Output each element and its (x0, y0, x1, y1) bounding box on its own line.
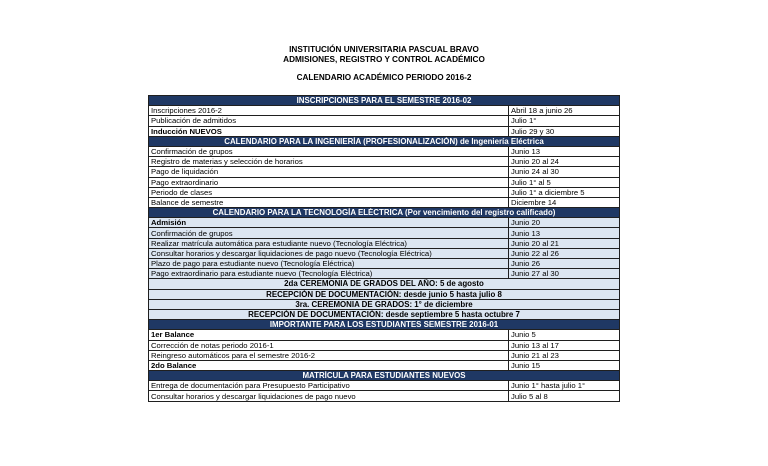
activity-date: Julio 1° al 5 (509, 177, 620, 187)
table-row (149, 330, 620, 340)
section-header: IMPORTANTE PARA LOS ESTUDIANTES SEMESTRE 2016-01 (149, 320, 620, 330)
activity-label: Consultar horarios y descargar liquidaciones de pago nuevo (Tecnología Eléctrica) (149, 248, 509, 258)
table-row (149, 381, 620, 391)
activity-label: Pago de liquidación (149, 167, 509, 177)
activity-label: Periodo de clases (149, 187, 509, 197)
activity-date: Junio 21 al 23 (509, 350, 620, 360)
activity-label: Plazo de pago para estudiante nuevo (Tecnología Eléctrica) (149, 259, 509, 269)
activity-date: Junio 27 al 30 (509, 269, 620, 279)
section-header: INSCRIPCIONES PARA EL SEMESTRE 2016-02 (149, 96, 620, 106)
table-row (149, 187, 620, 197)
table-row (149, 146, 620, 156)
activity-date: Julio 5 al 8 (509, 391, 620, 401)
activity-label: 2do Balance (149, 360, 509, 370)
activity-label: Pago extraordinario para estudiante nuevo (Tecnología Eléctrica) (149, 269, 509, 279)
activity-date: Abril 18 a junio 26 (509, 106, 620, 116)
activity-date: Junio 26 (509, 259, 620, 269)
activity-date: Diciembre 14 (509, 197, 620, 207)
note-row (149, 299, 620, 309)
activity-date: Junio 13 (509, 146, 620, 156)
activity-label: Registro de materias y selección de horarios (149, 157, 509, 167)
activity-label: Entrega de documentación para Presupuesto Participativo (149, 381, 509, 391)
department-name: ADMISIONES, REGISTRO Y CONTROL ACADÉMICO (283, 55, 485, 64)
note-row (149, 279, 620, 289)
table-row (149, 106, 620, 116)
activity-date: Julio 1° (509, 116, 620, 126)
activity-date: Junio 1° hasta julio 1° (509, 381, 620, 391)
table-row (149, 126, 620, 136)
activity-date: Junio 13 al 17 (509, 340, 620, 350)
calendar-title: CALENDARIO ACADÉMICO PERIODO 2016-2 (296, 73, 472, 82)
activity-date: Junio 20 al 21 (509, 238, 620, 248)
activity-label: Publicación de admitidos (149, 116, 509, 126)
section-header-row (149, 136, 620, 146)
table-row (149, 177, 620, 187)
table-row (149, 259, 620, 269)
section-header-row (149, 320, 620, 330)
activity-date: Junio 13 (509, 228, 620, 238)
activity-label: 1er Balance (149, 330, 509, 340)
activity-date: Junio 15 (509, 360, 620, 370)
activity-label: Inducción NUEVOS (149, 126, 509, 136)
table-row (149, 228, 620, 238)
table-row (149, 391, 620, 401)
notice-text: 2da CEREMONIA DE GRADOS DEL AÑO: 5 de agosto (149, 279, 620, 289)
table-row (149, 116, 620, 126)
activity-date: Junio 20 (509, 218, 620, 228)
activity-label: Consultar horarios y descargar liquidaciones de pago nuevo (149, 391, 509, 401)
activity-date: Junio 24 al 30 (509, 167, 620, 177)
activity-label: Reingreso automáticos para el semestre 2016-2 (149, 350, 509, 360)
notice-text: RECEPCIÓN DE DOCUMENTACIÓN: desde junio 5 hasta julio 8 (149, 289, 620, 299)
activity-date: Junio 20 al 24 (509, 157, 620, 167)
notice-text: RECEPCIÓN DE DOCUMENTACIÓN: desde septiembre 5 hasta octubre 7 (149, 309, 620, 319)
activity-label: Realizar matrícula automática para estudiante nuevo (Tecnología Eléctrica) (149, 238, 509, 248)
notice-text: 3ra. CEREMONIA DE GRADOS: 1° de diciembre (149, 299, 620, 309)
table-row (149, 248, 620, 258)
section-header: CALENDARIO PARA LA INGENIERÍA (PROFESIONALIZACIÓN) de Ingeniería Eléctrica (149, 136, 620, 146)
activity-label: Confirmación de grupos (149, 146, 509, 156)
table-row (149, 269, 620, 279)
activity-date: Julio 29 y 30 (509, 126, 620, 136)
table-row (149, 238, 620, 248)
section-header-row (149, 371, 620, 381)
note-row (149, 309, 620, 319)
section-header: CALENDARIO PARA LA TECNOLOGÍA ELÉCTRICA (Por vencimiento del registro calificado) (149, 208, 620, 218)
activity-label: Inscripciones 2016-2 (149, 106, 509, 116)
table-row (149, 340, 620, 350)
note-row (149, 289, 620, 299)
activity-date: Julio 1° a diciembre 5 (509, 187, 620, 197)
section-header-row (149, 208, 620, 218)
table-row (149, 197, 620, 207)
table-row (149, 350, 620, 360)
activity-label: Balance de semestre (149, 197, 509, 207)
table-row (149, 167, 620, 177)
section-header-row (149, 96, 620, 106)
activity-date: Junio 5 (509, 330, 620, 340)
table-row (149, 360, 620, 370)
activity-label: Corrección de notas periodo 2016-1 (149, 340, 509, 350)
activity-label: Pago extraordinario (149, 177, 509, 187)
table-row (149, 218, 620, 228)
academic-calendar-table (148, 95, 620, 402)
activity-label: Confirmación de grupos (149, 228, 509, 238)
activity-date: Junio 22 al 26 (509, 248, 620, 258)
institution-name: INSTITUCIÓN UNIVERSITARIA PASCUAL BRAVO (289, 45, 479, 54)
activity-label: Admisión (149, 218, 509, 228)
section-header: MATRÍCULA PARA ESTUDIANTES NUEVOS (149, 371, 620, 381)
table-row (149, 157, 620, 167)
